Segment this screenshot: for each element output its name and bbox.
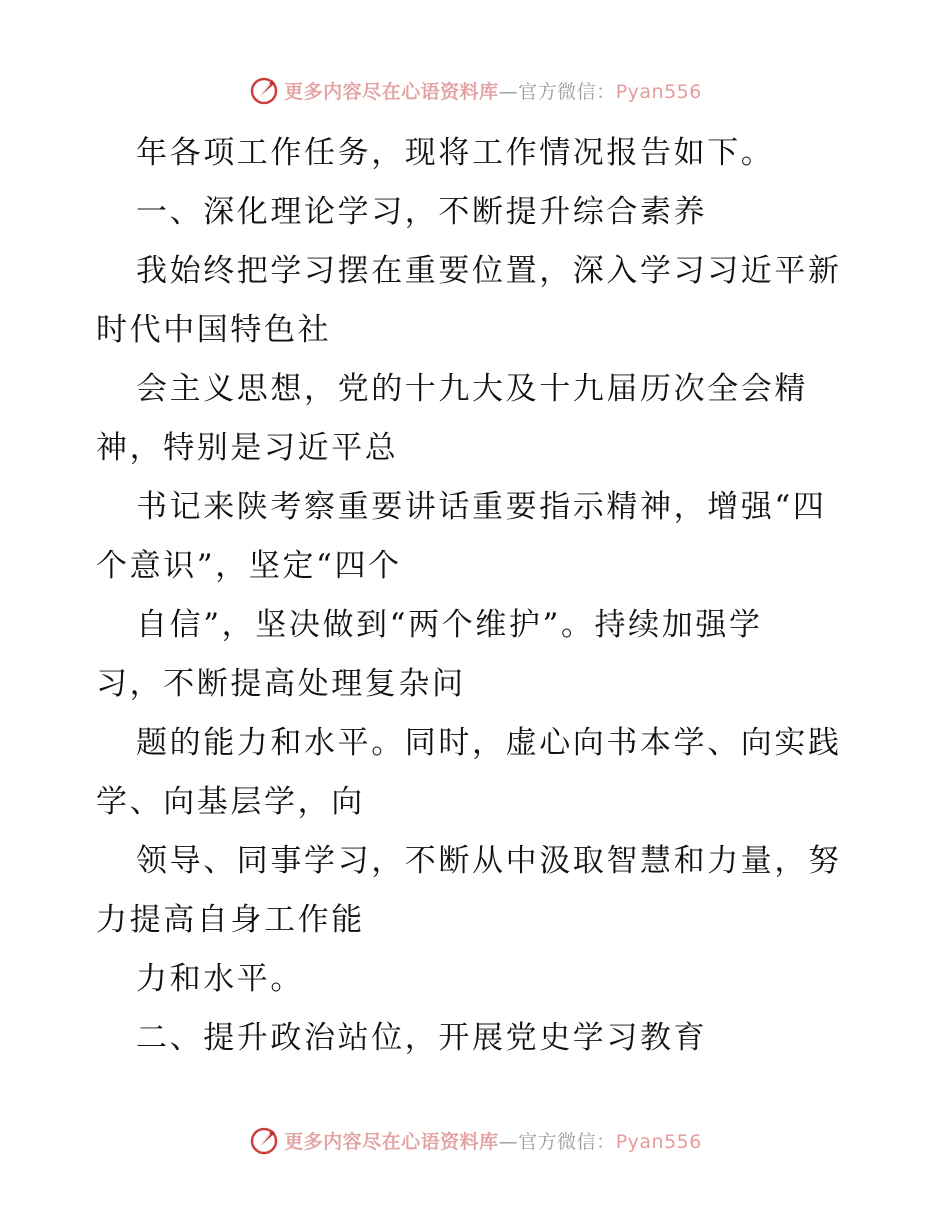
watermark-dash: —	[498, 1130, 519, 1153]
quill-logo-icon	[248, 1124, 280, 1156]
watermark-label: 官方微信：	[518, 1130, 616, 1153]
text-line: 我始终把学习摆在重要位置，深入学习习近平新	[136, 253, 842, 289]
watermark-id: Pyan556	[615, 80, 702, 103]
text-line: 力提高自身工作能	[96, 902, 365, 938]
text-line: 力和水平。	[136, 961, 304, 997]
text-line: 书记来陕考察重要讲话重要指示精神，增强“四	[136, 489, 827, 525]
document-body	[96, 124, 856, 1068]
quill-logo-icon	[248, 74, 280, 106]
text-line: 年各项工作任务，现将工作情况报告如下。	[136, 135, 775, 171]
text-line: 题的能力和水平。同时，虚心向书本学、向实践	[136, 725, 842, 761]
text-line: 领导、同事学习，不断从中汲取智慧和力量，努	[136, 843, 842, 879]
watermark-site: 更多内容尽在心语资料库	[284, 80, 499, 103]
watermark-id: Pyan556	[615, 1130, 702, 1153]
section-heading: 一、深化理论学习，不断提升综合素养	[136, 194, 708, 230]
watermark-dash: —	[498, 80, 519, 103]
text-line: 会主义思想，党的十九大及十九届历次全会精	[136, 371, 808, 407]
text-line: 神，特别是习近平总	[96, 430, 399, 466]
text-line: 学、向基层学，向	[96, 784, 365, 820]
text-line: 个意识”，坚定“四个	[96, 548, 402, 584]
watermark-label: 官方微信：	[518, 80, 616, 103]
section-heading: 二、提升政治站位，开展党史学习教育	[136, 1020, 708, 1056]
watermark-text	[284, 77, 702, 104]
text-line: 时代中国特色社	[96, 312, 332, 348]
text-line: 习，不断提高处理复杂问	[96, 666, 466, 702]
watermark-text	[284, 1127, 702, 1154]
footer-watermark	[0, 1120, 950, 1160]
header-watermark	[0, 70, 950, 110]
watermark-site: 更多内容尽在心语资料库	[284, 1130, 499, 1153]
text-line: 自信”，坚决做到“两个维护”。持续加强学	[136, 607, 763, 643]
